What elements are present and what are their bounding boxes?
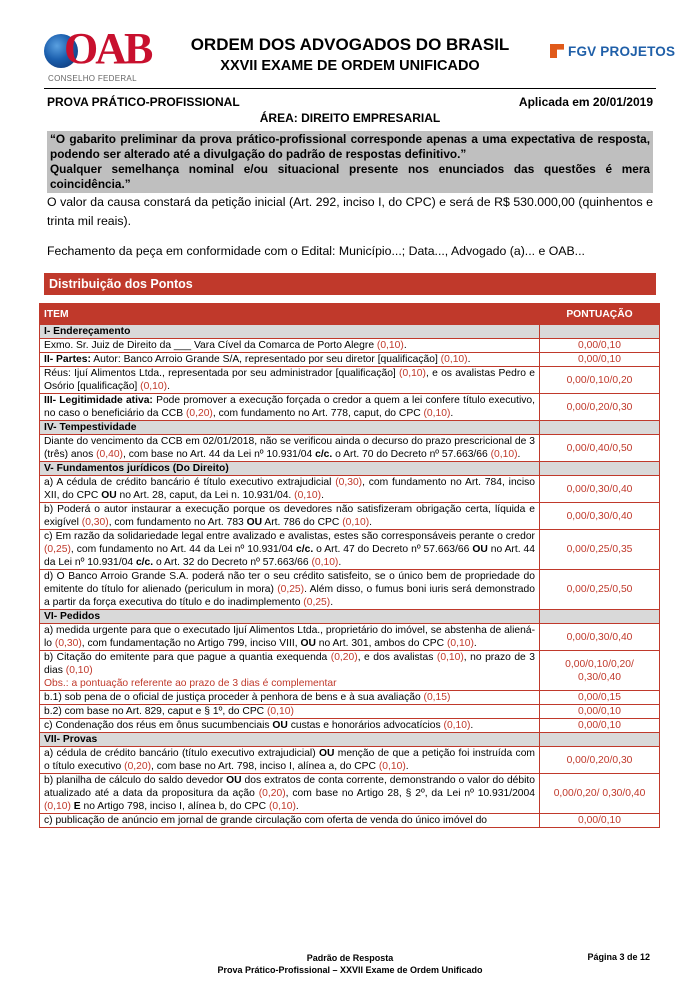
item-text: b) Poderá o autor instaurar a execução porque os devedores não satisfizeram obrigação certa, líquida e exigível (0,30), com fundamento no Art. 783 OU Art. 786 do CPC (0,10). (44, 504, 535, 528)
item-score: 0,00/0,10 (540, 353, 660, 367)
item-text: a) A cédula de crédito bancário é título executivo extrajudicial (0,30), com fundamento no Art. 784, inciso XII, do CPC OU no Art. 28, caput, da Lei n. 10.931/04. (0,10). (44, 477, 535, 501)
table-row (40, 435, 660, 462)
table-row (40, 394, 660, 421)
fgv-logo (550, 40, 675, 62)
item-description (40, 476, 540, 503)
item-text: b) planilha de cálculo do saldo devedor OU dos extratos de conta corrente, demonstrando o valor do débito atualizado até a data da propositura da ação (0,20), com base no Artigo 28, § 2º, da Lei nº 10.931/2004 (0,10) E no Artigo 798, inciso I, alínea b, do CPC (0,10). (44, 775, 536, 812)
item-description (40, 814, 540, 828)
table-row (40, 570, 660, 610)
section-heading: I- Endereçamento (40, 325, 540, 339)
table-section-row (40, 325, 660, 339)
closing-paragraph: Fechamento da peça em conformidade com o Edital: Município...; Data..., Advogado (a)... e OAB... (47, 244, 585, 258)
item-text: c) publicação de anúncio em jornal de grande circulação com oferta de venda do único imóvel do (44, 815, 488, 826)
item-text: b.1) sob pena de o oficial de justiça proceder à penhora de bens e à sua avaliação (0,15) (44, 692, 451, 703)
item-description (40, 705, 540, 719)
value-paragraph: O valor da causa constará da petição inicial (Art. 292, inciso I, do CPC) e será de R$ 530.000,00 (quinhentos e trinta mil reais). (47, 195, 653, 228)
table-section-row (40, 733, 660, 747)
section-heading-score (540, 421, 660, 435)
exam-type: PROVA PRÁTICO-PROFISSIONAL (47, 95, 240, 109)
footer-line-2: Prova Prático-Profissional – XXVII Exame de Ordem Unificado (217, 965, 483, 975)
item-score: 0,00/0,20/ 0,30/0,40 (540, 774, 660, 814)
table-row (40, 353, 660, 367)
table-section-row (40, 462, 660, 476)
table-row (40, 476, 660, 503)
fgv-mark-icon (550, 44, 564, 58)
item-text: Exmo. Sr. Juiz de Direito da ___ Vara Cível da Comarca de Porto Alegre (0,10). (44, 340, 407, 351)
table-row (40, 530, 660, 570)
item-score: 0,00/0,10 (540, 339, 660, 353)
disclaimer-line-1: “O gabarito preliminar da prova prático-profissional corresponde apenas a uma expectativa de resposta, podendo ser alterado até a divulgação do padrão de respostas definitivo.” (50, 132, 650, 161)
applied-date: Aplicada em 20/01/2019 (518, 95, 653, 109)
item-description (40, 719, 540, 733)
item-score: 0,00/0,10 (540, 719, 660, 733)
table-row (40, 367, 660, 394)
table-header-row (40, 304, 660, 325)
section-heading: VI- Pedidos (40, 610, 540, 624)
section-title: Distribuição dos Pontos (44, 273, 656, 295)
section-heading-score (540, 733, 660, 747)
item-description (40, 353, 540, 367)
item-score: 0,00/0,20/0,30 (540, 747, 660, 774)
table-row (40, 339, 660, 353)
item-score: 0,00/0,30/0,40 (540, 503, 660, 530)
section-heading-score (540, 325, 660, 339)
table-row (40, 814, 660, 828)
item-text: d) O Banco Arroio Grande S.A. poderá não ter o seu crédito satisfeito, se o único bem de propriedade do emitente do título for alienado (periculum in mora) (0,25). Além disso, o fumus boni iuris será demonstrado a partir da força executiva do título e do inadimplemento (0,25). (44, 571, 535, 608)
oab-logo-subtitle: CONSELHO FEDERAL (48, 74, 137, 83)
item-note: Obs.: a pontuação referente ao prazo de 3 dias é complementar (44, 678, 337, 689)
item-score: 0,00/0,10 (540, 705, 660, 719)
item-description (40, 774, 540, 814)
oab-logo (44, 24, 151, 88)
table-row (40, 747, 660, 774)
fgv-logo-text: FGV PROJETOS (568, 43, 676, 59)
item-text: II- Partes: Autor: Banco Arroio Grande S/A, representado por seu diretor [qualificação] (0,10). (44, 354, 471, 365)
page-subtitle: XXVII EXAME DE ORDEM UNIFICADO (220, 58, 480, 74)
item-description (40, 570, 540, 610)
header-title-block (150, 34, 550, 76)
item-text: III- Legitimidade ativa: Pode promover a execução forçada o credor a quem a lei confere título executivo, no caso o beneficiário da CCB (0,20), com fundamento no Art. 778, caput, do CPC (0,10). (44, 395, 536, 419)
item-description (40, 530, 540, 570)
item-score: 0,00/0,15 (540, 691, 660, 705)
oab-logo-letters: OAB (64, 24, 151, 73)
column-header-item: ITEM (40, 304, 540, 325)
item-description (40, 624, 540, 651)
item-score: 0,00/0,30/0,40 (540, 476, 660, 503)
section-heading: V- Fundamentos jurídicos (Do Direito) (40, 462, 540, 476)
item-score: 0,00/0,10/0,20 (540, 367, 660, 394)
item-text: c) Condenação dos réus em ônus sucumbenciais OU custas e honorários advocatícios (0,10). (44, 720, 474, 731)
section-heading: VII- Provas (40, 733, 540, 747)
table-row (40, 651, 660, 691)
footer-line-1: Padrão de Resposta (306, 953, 394, 963)
item-description (40, 651, 540, 691)
disclaimer-box (47, 131, 653, 193)
item-text: b) Citação do emitente para que pague a quantia exequenda (0,20), e dos avalistas (0,10), no prazo de 3 dias (0,10) (44, 652, 535, 676)
section-heading-score (540, 610, 660, 624)
item-description (40, 435, 540, 462)
item-score: 0,00/0,20/0,30 (540, 394, 660, 421)
column-header-score: PONTUAÇÃO (540, 304, 660, 325)
item-score: 0,00/0,30/0,40 (540, 624, 660, 651)
item-score: 0,00/0,25/0,50 (540, 570, 660, 610)
item-description (40, 503, 540, 530)
item-text: a) cédula de crédito bancário (título executivo extrajudicial) OU menção de que a petição foi instruída com o título executivo (0,20), com base no Art. 798, inciso I, alínea a, do CPC (0,10). (44, 748, 535, 772)
table-section-row (40, 421, 660, 435)
item-description (40, 339, 540, 353)
item-score: 0,00/0,10/0,20/ 0,30/0,40 (540, 651, 660, 691)
header-divider (44, 88, 656, 89)
section-heading-score (540, 462, 660, 476)
item-description (40, 394, 540, 421)
page-footer (44, 948, 656, 984)
item-score: 0,00/0,25/0,35 (540, 530, 660, 570)
item-text: Diante do vencimento da CCB em 02/01/2018, não se verificou ainda o decurso do prazo prescricional de 3 (três) anos (0,40), com base no Art. 44 da Lei nº 10.931/04 c/c. o Art. 70 do Decreto nº 57.663/66 (0,10). (44, 436, 535, 460)
table-row (40, 705, 660, 719)
points-table (39, 303, 660, 828)
item-description (40, 691, 540, 705)
page-title: ORDEM DOS ADVOGADOS DO BRASIL (190, 35, 510, 54)
footer-text (44, 952, 656, 976)
item-text: Réus: Ijuí Alimentos Ltda., representada por seu administrador [qualificação] (0,10), e os avalistas Pedro e Osório [qualificação] (0,10). (44, 368, 535, 392)
exam-area: ÁREA: DIREITO EMPRESARIAL (259, 111, 441, 125)
section-heading: IV- Tempestividade (40, 421, 540, 435)
item-score: 0,00/0,10 (540, 814, 660, 828)
table-row (40, 719, 660, 733)
item-score: 0,00/0,40/0,50 (540, 435, 660, 462)
table-row (40, 503, 660, 530)
table-row (40, 774, 660, 814)
page-number: Página 3 de 12 (587, 952, 650, 962)
item-text: c) Em razão da solidariedade legal entre avalizado e avalistas, estes são corresponsáveis perante o credor (0,25), com fundamento no Art. 44 da Lei nº 10.931/04 c/c. o Art. 47 do Decreto nº 57.663/66 OU no Art. 44 da Lei nº 10.931/04 c/c. o Art. 32 do Decreto nº 57.663/66 (0,10). (44, 531, 535, 568)
table-row (40, 691, 660, 705)
item-description (40, 747, 540, 774)
item-description (40, 367, 540, 394)
table-section-row (40, 610, 660, 624)
item-text: a) medida urgente para que o executado Ijuí Alimentos Ltda., proprietário do imóvel, se abstenha de aliená-lo (0,30), com fundamentação no Artigo 799, inciso VIII, OU no Art. 301, ambos do CPC (0,10). (44, 625, 535, 649)
disclaimer-line-2: Qualquer semelhança nominal e/ou situacional presente nos enunciados das questões é mera coincidência.” (50, 162, 650, 191)
item-text: b.2) com base no Art. 829, caput e § 1º, do CPC (0,10) (44, 706, 294, 717)
table-row (40, 624, 660, 651)
